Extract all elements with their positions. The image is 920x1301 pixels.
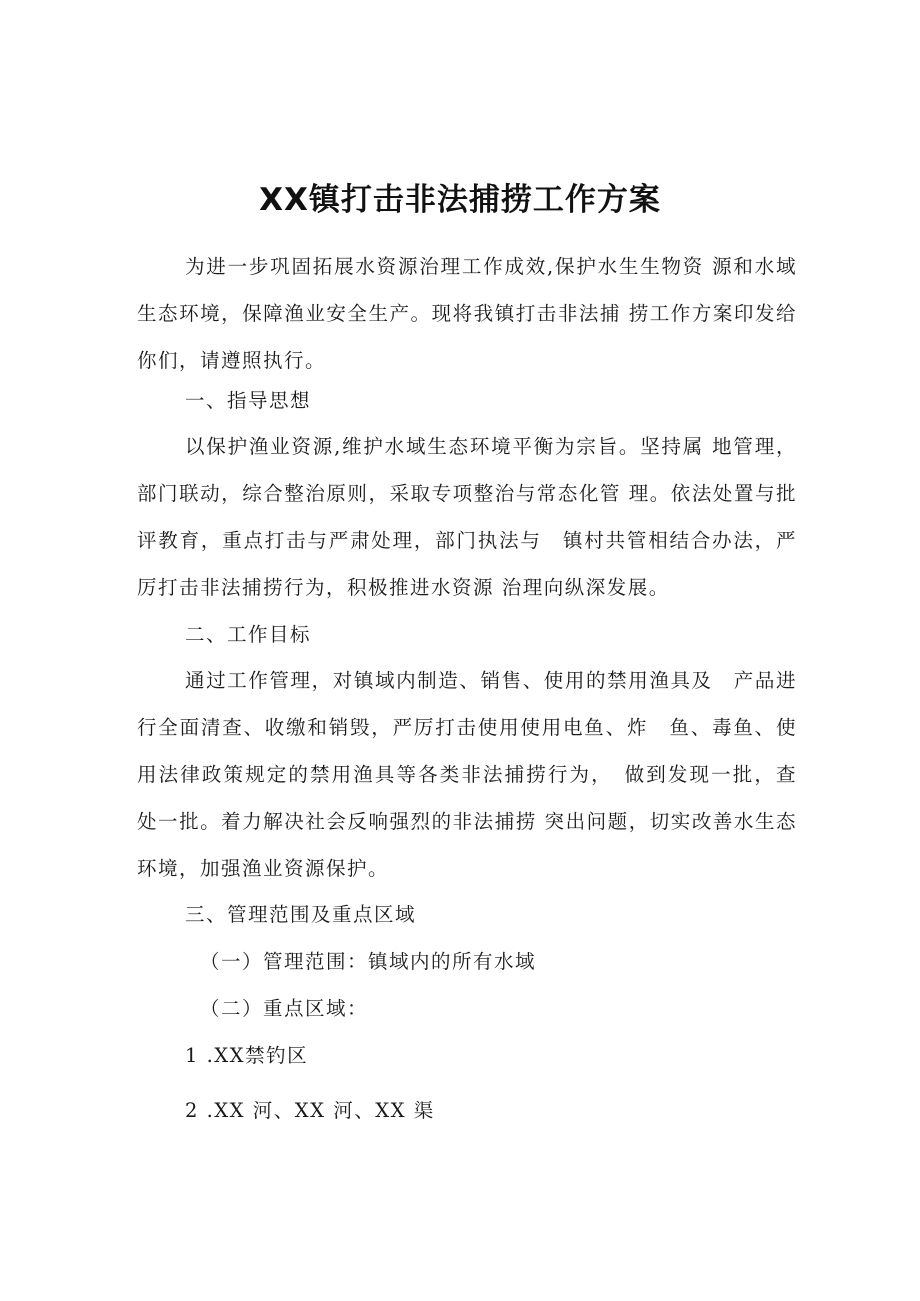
key-area-item: 2 .XX 河、XX 河、XX 渠 [185, 1099, 435, 1122]
management-scope-line: （一）管理范围：镇域内的所有水域 [200, 950, 537, 973]
intro-paragraph: 为进一步巩固拓展水资源治理工作成效,保护水生生物资 源和水域生态环境，保障渔业安全生产。现将我镇打击非法捕 捞工作方案印发给你们，请遵照执行。 [137, 255, 797, 372]
guiding-ideology-paragraph: 以保护渔业资源,维护水域生态环境平衡为宗旨。坚持属 地管理，部门联动，综合整治原则，采取专项整治与常态化管 理。依法处置与批评教育，重点打击与严肃处理，部门执法与 镇村共管相结合办法，严厉打击非法捕捞行为，积极推进水资源 治理向纵深发展。 [137, 435, 797, 599]
key-area-item: 1 .XX禁钓区 [185, 1044, 309, 1067]
work-goals-paragraph: 通过工作管理，对镇域内制造、销售、使用的禁用渔具及 产品进行全面清查、收缴和销毁，严厉打击使用使用电鱼、炸 鱼、毒鱼、使用法律政策规定的禁用渔具等各类非法捕捞行为， 做到发现一批，查处一批。着力解决社会反响强烈的非法捕捞 突出问题，切实改善水生态环境，加强渔业资源保护。 [137, 669, 797, 880]
section-heading-guiding-ideology: 一、指导思想 [185, 389, 312, 412]
key-areas-heading: （二）重点区域： [200, 997, 369, 1020]
document-title: XX镇打击非法捕捞工作方案 [259, 182, 661, 218]
section-heading-scope-and-key-areas: 三、管理范围及重点区域 [185, 903, 417, 926]
section-heading-work-goals: 二、工作目标 [185, 623, 312, 646]
